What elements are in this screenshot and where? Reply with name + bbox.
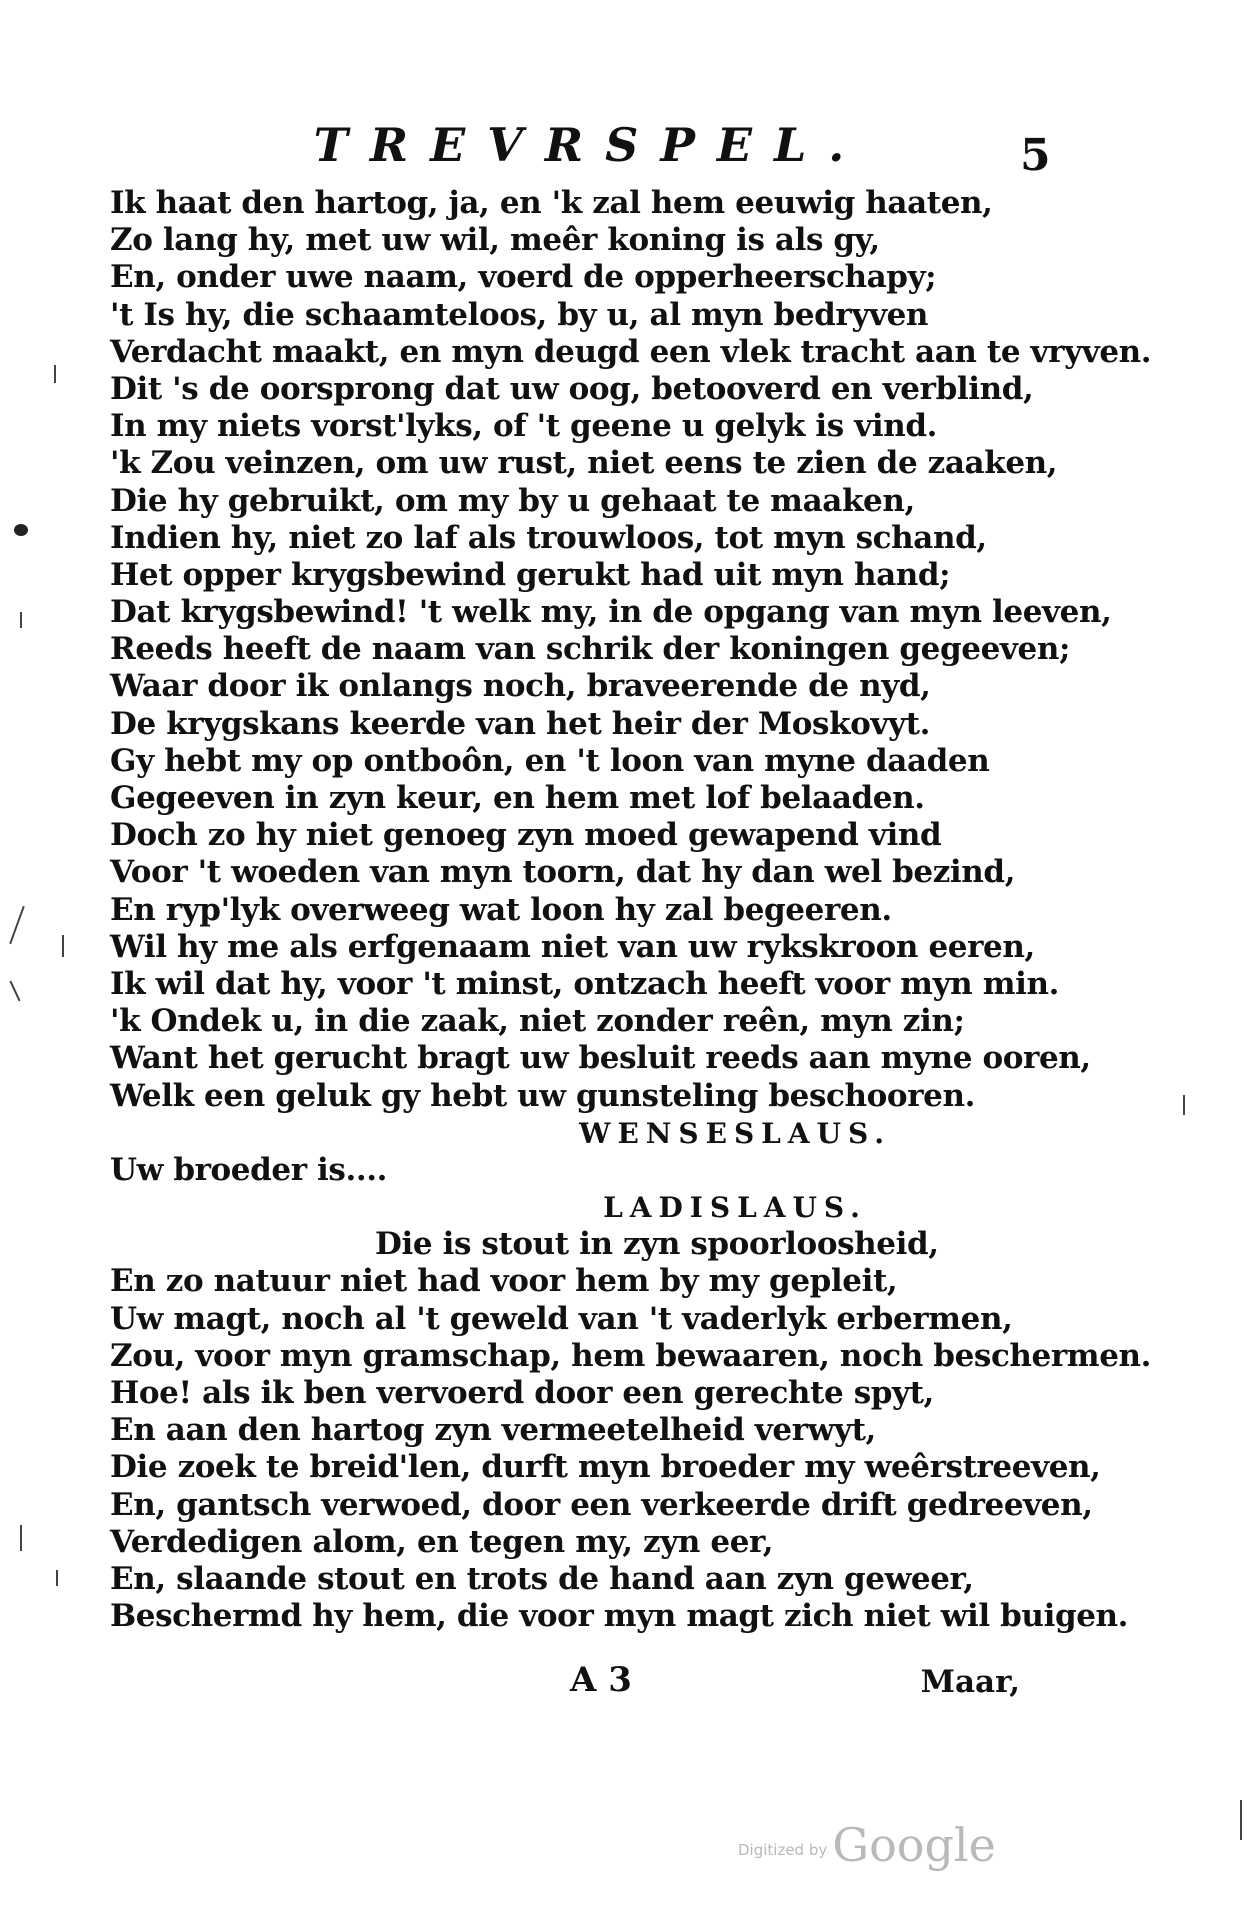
margin-mark: [62, 935, 64, 957]
verse-line: 'k Zou veinzen, om uw rust, niet eens te zien de zaaken,: [110, 445, 1058, 482]
verse-line: Zo lang hy, met uw wil, meêr koning is als gy,: [110, 222, 880, 259]
margin-mark: [54, 365, 56, 383]
verse-line: Beschermd hy hem, die voor myn magt zich niet wil buigen.: [110, 1598, 1129, 1635]
verse-line: En, gantsch verwoed, door een verkeerde drift gedreeven,: [110, 1486, 1093, 1523]
verse-line: Ik wil dat hy, voor 't minst, ontzach heeft voor myn min.: [110, 965, 1060, 1002]
verse-line: Die zoek te breid'len, durft myn broeder my weêrstreeven,: [110, 1449, 1101, 1486]
margin-mark: [56, 1570, 58, 1586]
verse-line: Indien hy, niet zo laf als trouwloos, tot myn schand,: [110, 519, 987, 556]
verse-line: Hoe! als ik ben vervoerd door een gerechte spyt,: [110, 1375, 934, 1411]
verse-line: In my niets vorst'lyks, of 't geene u gelyk is vind.: [110, 408, 938, 445]
digitized-watermark: [738, 1818, 996, 1872]
verse-line: Verdacht maakt, en myn deugd een vlek tracht aan te vryven.: [110, 333, 1152, 370]
verse-line: En aan den hartog zyn vermeetelheid verwyt,: [110, 1412, 876, 1449]
signature-mark: A 3: [570, 1660, 632, 1700]
verse-line: Waar door ik onlangs noch, braveerende de nyd,: [110, 668, 931, 705]
running-title: TREVRSPEL.: [313, 118, 867, 172]
verse-line: Dat krygsbewind! 't welk my, in de opgang van myn leeven,: [110, 594, 1112, 631]
ink-speck: [14, 524, 28, 536]
watermark-prefix: Digitized by: [738, 1841, 828, 1859]
verse-line: Gy hebt my op ontboôn, en 't loon van myne daaden: [110, 742, 990, 779]
verse-line: De krygskans keerde van het heir der Moskovyt.: [110, 705, 930, 742]
margin-mark: [9, 981, 20, 1002]
verse-line: En, onder uwe naam, voerd de opperheerschapy;: [110, 259, 937, 296]
verse-line: 'k Ondek u, in die zaak, niet zonder reên, myn zin;: [110, 1003, 965, 1040]
verse-line: Voor 't woeden van myn toorn, dat hy dan wel bezind,: [110, 854, 1016, 891]
verse-line: Dit 's de oorsprong dat uw oog, betooverd en verblind,: [110, 370, 1034, 407]
margin-mark: [1183, 1095, 1185, 1115]
page-number: 5: [1020, 130, 1051, 181]
verse-line: Want het gerucht bragt uw besluit reeds aan myne ooren,: [110, 1040, 1091, 1077]
verse-line: Uw broeder is....: [110, 1151, 388, 1188]
margin-mark: [1240, 1800, 1242, 1840]
verse-line: 't Is hy, die schaamteloos, by u, al myn bedryven: [110, 296, 929, 333]
verse-line: Die is stout in zyn spoorloosheid,: [375, 1226, 939, 1263]
verse-line: Die hy gebruikt, om my by u gehaat te maaken,: [110, 482, 915, 519]
verse-text: [110, 185, 1152, 1635]
verse-line: Gegeeven in zyn keur, en hem met lof belaaden.: [110, 780, 925, 816]
page-footer: [570, 1660, 1030, 1710]
verse-line: Verdedigen alom, en tegen my, zyn eer,: [110, 1523, 774, 1560]
speaker-name: WENSESLAUS.: [579, 1116, 891, 1150]
margin-mark: [9, 906, 25, 944]
margin-mark: [20, 612, 22, 628]
verse-line: Zou, voor myn gramschap, hem bewaaren, noch beschermen.: [110, 1337, 1152, 1374]
verse-line: En, slaande stout en trots de hand aan zyn geweer,: [110, 1560, 974, 1597]
speaker-name: LADISLAUS.: [603, 1191, 867, 1225]
verse-line: Doch zo hy niet genoeg zyn moed gewapend vind: [110, 817, 942, 854]
verse-line: Wil hy me als erfgenaam niet van uw rykskroon eeren,: [110, 928, 1035, 965]
verse-line: En ryp'lyk overweeg wat loon hy zal begeeren.: [110, 891, 892, 928]
catchword: Maar,: [920, 1664, 1020, 1700]
verse-line: Welk een geluk gy hebt uw gunsteling beschooren.: [110, 1077, 975, 1114]
verse-line: En zo natuur niet had voor hem by my gepleit,: [110, 1263, 898, 1300]
watermark-brand: Google: [832, 1818, 996, 1872]
verse-line: Reeds heeft de naam van schrik der koningen gegeeven;: [110, 631, 1071, 668]
verse-line: Het opper krygsbewind gerukt had uit myn hand;: [110, 556, 951, 593]
verse-line: Ik haat den hartog, ja, en 'k zal hem eeuwig haaten,: [110, 185, 993, 221]
margin-mark: [20, 1525, 22, 1551]
verse-line: Uw magt, noch al 't geweld van 't vaderlyk erbermen,: [110, 1300, 1013, 1337]
